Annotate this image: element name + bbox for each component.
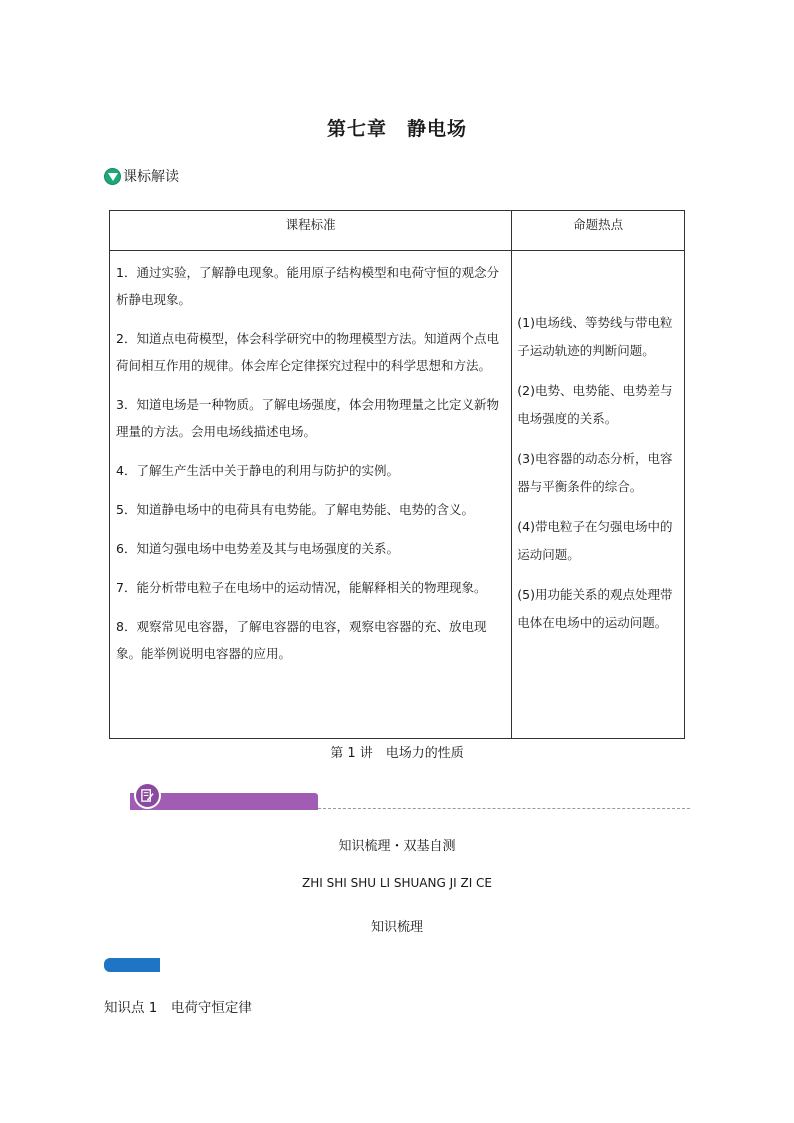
standard-item: 4．了解生产生活中关于静电的利用与防护的实例。	[116, 463, 399, 478]
hotspot-item: (2)电势、电势能、电势差与电场强度的关系。	[517, 383, 673, 426]
standard-item: 1．通过实验，了解静电现象。能用原子结构模型和电荷守恒的观念分析静电现象。	[116, 265, 499, 307]
dashed-divider	[318, 808, 690, 809]
lecture-title: 第 1 讲 电场力的性质	[330, 746, 464, 761]
triangle-down-icon	[104, 168, 121, 185]
standard-item: 6．知道匀强电场中电势差及其与电场强度的关系。	[116, 541, 399, 556]
hotspot-item: (3)电容器的动态分析，电容器与平衡条件的综合。	[517, 451, 673, 494]
section-tab-marker	[104, 958, 160, 972]
hotspots-cell	[512, 251, 685, 739]
standard-item: 7．能分析带电粒子在电场中的运动情况，能解释相关的物理现象。	[116, 580, 487, 595]
knowledge-heading: 知识梳理・双基自测	[338, 839, 456, 854]
standard-item: 3．知道电场是一种物质。了解电场强度，体会用物理量之比定义新物理量的方法。会用电场线描述电场。	[116, 397, 499, 439]
hotspot-item: (1)电场线、等势线与带电粒子运动轨迹的判断问题。	[517, 315, 673, 358]
knowledge-pinyin: ZHI SHI SHU LI SHUANG JI ZI CE	[301, 876, 493, 890]
section-heading	[104, 166, 179, 186]
table-header-row	[110, 211, 685, 251]
standard-item: 8．观察常见电容器，了解电容器的电容，观察电容器的充、放电现象。能举例说明电容器的应用。	[116, 619, 487, 661]
standard-item: 2．知道点电荷模型，体会科学研究中的物理模型方法。知道两个点电荷间相互作用的规律。体会库仑定律探究过程中的科学思想和方法。	[116, 331, 499, 373]
standard-item: 5．知道静电场中的电荷具有电势能。了解电势能、电势的含义。	[116, 502, 474, 517]
header-hotspots: 命题热点	[512, 211, 685, 251]
curriculum-table	[109, 210, 685, 739]
hotspot-item: (5)用功能关系的观点处理带电体在电场中的运动问题。	[517, 587, 673, 630]
section-heading-label: 课标解读	[123, 169, 179, 185]
knowledge-subheading: 知识梳理	[370, 920, 423, 935]
notebook-pen-icon	[134, 782, 161, 809]
header-standards: 课程标准	[110, 211, 512, 251]
hotspot-item: (4)带电粒子在匀强电场中的运动问题。	[517, 519, 673, 562]
chapter-title: 第七章 静电场	[326, 118, 467, 140]
knowledge-point-title: 知识点 1 电荷守恒定律	[104, 1000, 252, 1016]
table-row	[110, 251, 685, 739]
section-banner	[130, 782, 690, 812]
standards-cell	[110, 251, 512, 739]
